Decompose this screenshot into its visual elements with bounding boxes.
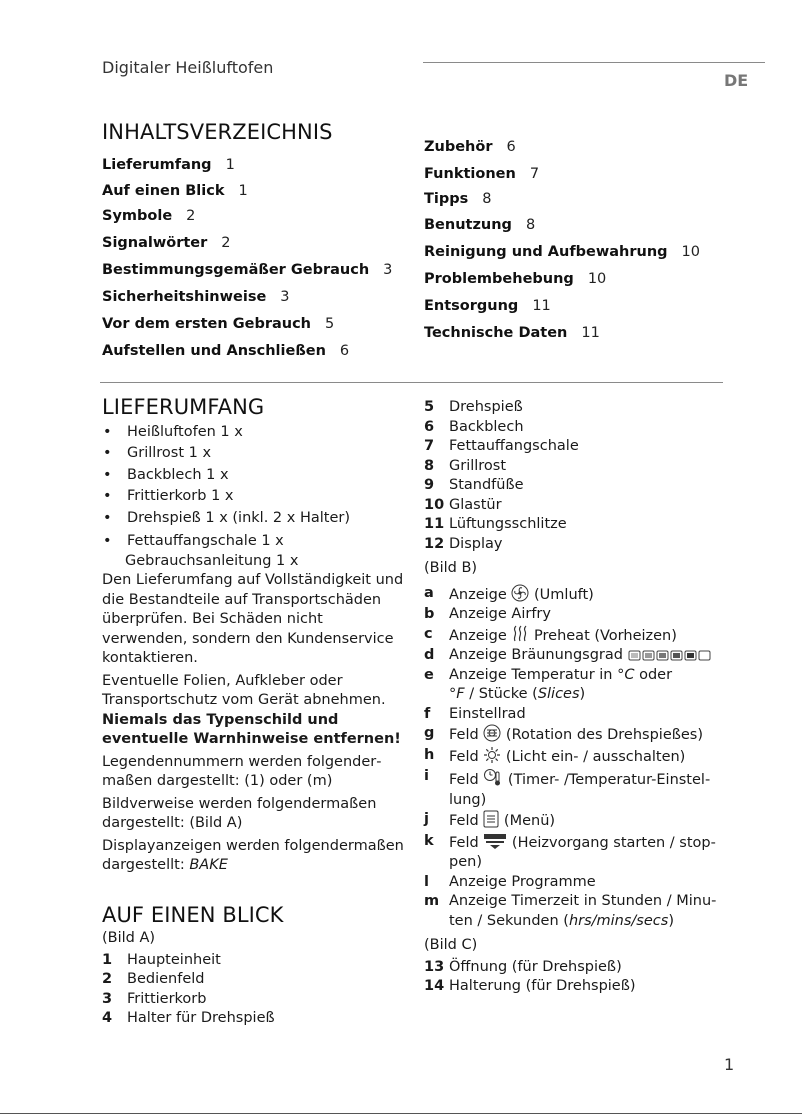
list-item: • Fettauffangschale 1 x: [102, 532, 407, 552]
list-item: 6 Backblech: [424, 418, 524, 435]
list-item: d Anzeige Bräunungsgrad: [424, 646, 724, 666]
warning-paragraph: Niemals das Typenschild und eventuelle Warnhinweise entfernen!: [102, 711, 401, 747]
list-item: 9 Standfüße: [424, 477, 524, 493]
page-number: 1: [724, 1055, 735, 1074]
left-column: [102, 395, 407, 1029]
list-item: 12 Display: [424, 535, 503, 552]
list-item: j Feld (Menü): [424, 811, 556, 829]
toc-entry[interactable]: Lieferumfang 1: [102, 157, 235, 173]
list-item: e Anzeige Temperatur in °C oder °F / Stücke (Slices): [424, 666, 673, 702]
header-rule: [423, 62, 765, 63]
list-item: b Anzeige Airfry: [424, 606, 551, 622]
list-item: • Frittierkorb 1 x: [102, 487, 407, 507]
toc-entry[interactable]: Technische Daten 11: [424, 325, 600, 341]
paragraph: Bildverweise werden folgendermaßen dargestellt: (Bild A): [102, 795, 377, 831]
browning-level-icon: [628, 648, 712, 662]
language-code: DE: [724, 71, 749, 90]
figure-ref: (Bild A): [102, 930, 156, 946]
toc-entry[interactable]: Signalwörter 2: [102, 235, 231, 251]
toc-entry[interactable]: Auf einen Blick 1: [102, 183, 248, 199]
header-title: Digitaler Heißluftofen: [102, 58, 274, 77]
list-item: • Drehspieß 1 x (inkl. 2 x Halter): [102, 509, 407, 529]
list-item: 10 Glastür: [424, 496, 502, 513]
list-item: h Feld (Licht ein- / ausschalten): [424, 746, 686, 765]
section-divider: [100, 382, 723, 383]
toc-entry[interactable]: Benutzung 8: [424, 217, 536, 233]
toc-entry[interactable]: Bestimmungsgemäßer Gebrauch 3: [102, 262, 393, 278]
toc-entry[interactable]: Tipps 8: [424, 191, 492, 207]
blick-title: AUF EINEN BLICK: [102, 902, 284, 927]
toc-entry[interactable]: Reinigung und Aufbewahrung 10: [424, 244, 700, 260]
list-item: k Feld (Heizvorgang starten / stoppen): [424, 832, 716, 870]
toc-entry[interactable]: Aufstellen und Anschließen 6: [102, 343, 350, 359]
toc-entry[interactable]: Vor dem ersten Gebrauch 5: [102, 316, 335, 332]
lieferumfang-title: LIEFERUMFANG: [102, 395, 265, 419]
preheat-icon: [511, 625, 529, 643]
list-item: 3 Frittierkorb: [102, 990, 207, 1007]
toc-entry[interactable]: Problembehebung 10: [424, 271, 607, 287]
list-item: 7 Fettauffangschale: [424, 438, 579, 454]
toc-entry[interactable]: Entsorgung 11: [424, 298, 551, 314]
list-item: a Anzeige (Umluft): [424, 584, 594, 603]
list-item: m Anzeige Timerzeit in Stunden / Minuten / Sekunden (hrs/mins/secs): [424, 893, 717, 929]
list-item: • Backblech 1 x: [102, 466, 407, 486]
toc-entry[interactable]: Zubehör 6: [424, 139, 516, 155]
list-item: • Heißluftofen 1 x: [102, 423, 407, 443]
list-item: 5 Drehspieß: [424, 399, 523, 415]
toc-title: INHALTSVERZEICHNIS: [102, 120, 333, 144]
list-item: 4 Halter für Drehspieß: [102, 1010, 275, 1026]
list-item: • Grillrost 1 x: [102, 444, 407, 464]
paragraph: Den Lieferumfang auf Vollständigkeit und die Bestandteile auf Transportschäden überprüfen. Bei Schäden nicht verwenden, sondern den Kundenservice kontaktieren.: [102, 572, 404, 666]
rotisserie-icon: [483, 724, 501, 742]
light-icon: [483, 746, 501, 764]
manual-line: Gebrauchsanleitung 1 x: [125, 552, 299, 569]
convection-fan-icon: [511, 584, 529, 602]
paragraph: Legendennummern werden folgendermaßen dargestellt: (1) oder (m): [102, 753, 382, 789]
list-item: 2 Bedienfeld: [102, 971, 205, 987]
list-item: 1 Haupteinheit: [102, 951, 221, 968]
figure-ref: (Bild C): [424, 937, 478, 953]
list-item: 13 Öffnung (für Drehspieß): [424, 958, 622, 975]
start-stop-icon: [483, 832, 507, 850]
timer-temperature-icon: [483, 767, 503, 787]
toc-entry[interactable]: Funktionen 7: [424, 166, 540, 182]
toc-entry[interactable]: Sicherheitshinweise 3: [102, 289, 290, 305]
list-item: g Feld (Rotation des Drehspießes): [424, 725, 704, 743]
list-item: i Feld (Timer- /Temperatur-Einstellung): [424, 768, 711, 808]
list-item: 14 Halterung (für Drehspieß): [424, 978, 636, 994]
list-item: c Anzeige Preheat (Vorheizen): [424, 625, 677, 644]
paragraph: Displayanzeigen werden folgendermaßen dargestellt: BAKE: [102, 837, 404, 873]
right-column: [424, 398, 724, 997]
list-item: 11 Lüftungsschlitze: [424, 516, 567, 532]
bottom-rule: [0, 1113, 802, 1114]
list-item: f Einstellrad: [424, 705, 526, 722]
menu-icon: [483, 810, 499, 828]
paragraph: Eventuelle Folien, Aufkleber oder Transportschutz vom Gerät abnehmen.: [102, 672, 386, 708]
toc-entry[interactable]: Symbole 2: [102, 208, 196, 224]
list-item: l Anzeige Programme: [424, 873, 596, 890]
figure-ref: (Bild B): [424, 560, 478, 576]
list-item: 8 Grillrost: [424, 457, 507, 474]
